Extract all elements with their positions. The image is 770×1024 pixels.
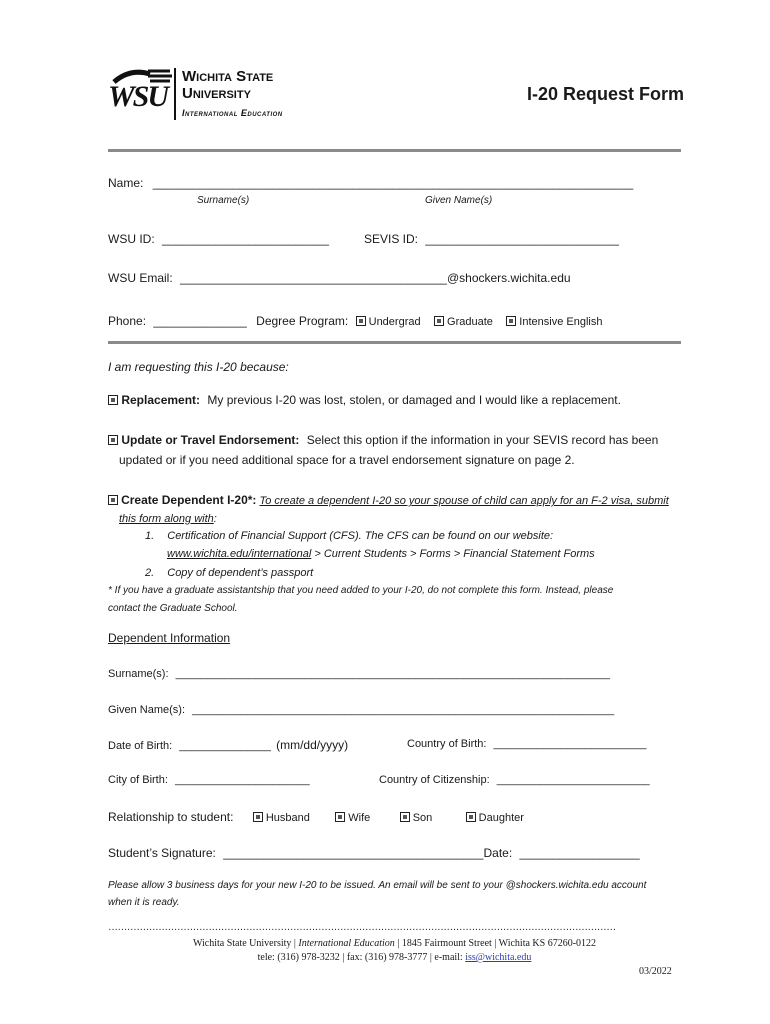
international-website-link[interactable]: www.wichita.edu/international: [167, 548, 312, 560]
country-birth-label: Country of Birth:: [407, 738, 487, 750]
iss-email-link[interactable]: iss@wichita.edu: [465, 952, 532, 963]
checkbox-icon[interactable]: [506, 316, 516, 326]
citizenship-field[interactable]: _________________________: [496, 774, 650, 786]
fields-divider: [108, 341, 681, 344]
replacement-text: My previous I-20 was lost, stolen, or damaged and I would like a replacement.: [207, 393, 621, 407]
relationship-option-son[interactable]: Son: [400, 812, 433, 824]
assistantship-note-2: contact the Graduate School.: [108, 603, 238, 614]
dob-format: (mm/dd/yyyy): [276, 738, 349, 752]
degree-option-undergrad[interactable]: Undergrad: [356, 316, 421, 328]
country-birth-row: [407, 738, 647, 750]
date-label: Date:: [483, 846, 513, 860]
reason-intro: I am requesting this I-20 because:: [108, 360, 289, 374]
cfs-link-row: www.wichita.edu/international > Current Students > Forms > Financial Statement Forms: [167, 548, 595, 560]
city-birth-label: City of Birth:: [108, 774, 168, 786]
wsu-email-field[interactable]: ________________________________________: [180, 271, 447, 285]
logo-line-1: Wichita State: [182, 68, 274, 85]
dependent-text-2: this form along with:: [119, 513, 217, 525]
wsu-id-row: [108, 232, 329, 246]
dependent-title: Create Dependent I-20*:: [121, 493, 257, 507]
checkbox-icon[interactable]: [356, 316, 366, 326]
update-title: Update or Travel Endorsement:: [121, 433, 300, 447]
name-row: [108, 176, 633, 190]
given-name-caption: Given Name(s): [425, 195, 493, 206]
wsu-id-field[interactable]: _________________________: [162, 232, 329, 246]
reason-update: [108, 433, 658, 447]
list-item: 1. Certification of Financial Support (CFS). The CFS can be found on our website:: [145, 530, 554, 542]
relationship-row: [108, 810, 524, 824]
reason-dependent: [108, 493, 669, 507]
name-field[interactable]: ________________________________________________________________________: [152, 176, 634, 190]
wsu-id-label: WSU ID:: [108, 232, 155, 246]
dob-field[interactable]: _______________: [179, 740, 272, 752]
citizenship-label: Country of Citizenship:: [379, 774, 490, 786]
name-label: Name:: [108, 176, 144, 190]
dob-row: [108, 738, 348, 752]
replacement-title: Replacement:: [121, 393, 201, 407]
dep-surname-label: Surname(s):: [108, 668, 169, 680]
dep-given-field[interactable]: _____________________________________________________________________: [192, 704, 615, 716]
list-item: 2. Copy of dependent’s passport: [145, 567, 314, 579]
dob-label: Date of Birth:: [108, 740, 173, 752]
checkbox-icon[interactable]: [335, 812, 345, 822]
processing-notice-2: when it is ready.: [108, 897, 180, 908]
revision-date: 03/2022: [639, 966, 672, 977]
logo-line-2: University: [182, 85, 251, 102]
phone-degree-row: [108, 314, 602, 328]
update-text-1: Select this option if the information in your SEVIS record has been: [306, 433, 659, 447]
relationship-label: Relationship to student:: [108, 810, 234, 824]
checkbox-icon[interactable]: [466, 812, 476, 822]
reason-replacement: [108, 393, 621, 407]
wsu-email-label: WSU Email:: [108, 271, 173, 285]
city-birth-field[interactable]: ______________________: [174, 774, 310, 786]
degree-option-intensive-english[interactable]: Intensive English: [506, 316, 602, 328]
relationship-option-daughter[interactable]: Daughter: [466, 812, 524, 824]
date-field[interactable]: __________________: [519, 846, 640, 860]
sevis-id-row: [364, 232, 619, 246]
dependent-checkbox[interactable]: [108, 495, 118, 505]
footer-dotted-divider: ………………………………………………………………………………………………………………………………………………: [108, 922, 616, 933]
phone-field[interactable]: ______________: [153, 314, 247, 328]
replacement-checkbox[interactable]: [108, 395, 118, 405]
update-text-2: updated or if you need additional space for a travel endorsement signature on page 2.: [119, 453, 575, 467]
degree-program-label: Degree Program:: [256, 314, 349, 328]
dep-surname-field[interactable]: _______________________________________________________________________: [175, 668, 610, 680]
dep-surname-row: [108, 668, 610, 680]
assistantship-note-1: * If you have a graduate assistantship that you need added to your I-20, do not complete this form. Instead, please: [108, 585, 614, 596]
citizenship-row: [379, 774, 650, 786]
page-title: I-20 Request Form: [527, 84, 685, 104]
header-divider: [108, 149, 681, 152]
processing-notice-1: Please allow 3 business days for your new I-20 to be issued. An email will be sent to your @shockers.wichita.edu account: [108, 880, 647, 891]
logo-line-3: International Education: [182, 108, 283, 118]
sevis-id-field[interactable]: _____________________________: [425, 232, 619, 246]
sevis-id-label: SEVIS ID:: [364, 232, 419, 246]
checkbox-icon[interactable]: [253, 812, 263, 822]
relationship-option-husband[interactable]: Husband: [253, 812, 310, 824]
update-checkbox[interactable]: [108, 435, 118, 445]
relationship-option-wife[interactable]: Wife: [335, 812, 370, 824]
wsu-email-row: [108, 271, 571, 285]
checkbox-icon[interactable]: [400, 812, 410, 822]
dep-given-row: [108, 704, 614, 716]
dep-given-label: Given Name(s):: [108, 704, 186, 716]
dependent-info-heading: Dependent Information: [108, 631, 231, 645]
footer-address: Wichita State University | International Education | 1845 Fairmount Street | Wichita KS 67260-0122: [192, 938, 597, 949]
footer-contact: tele: (316) 978-3232 | fax: (316) 978-3777 | e-mail: iss@wichita.edu: [257, 952, 532, 963]
checkbox-icon[interactable]: [434, 316, 444, 326]
country-birth-field[interactable]: _________________________: [493, 738, 647, 750]
phone-label: Phone:: [108, 314, 147, 328]
city-birth-row: [108, 774, 310, 786]
surname-caption: Surname(s): [197, 195, 250, 206]
signature-row: [108, 846, 640, 860]
email-domain: @shockers.wichita.edu: [446, 271, 571, 285]
dependent-text-1: To create a dependent I-20 so your spouse of child can apply for an F-2 visa, submit: [259, 495, 669, 507]
logo-mark: WSU: [108, 80, 168, 113]
wsu-logo: [108, 66, 328, 124]
signature-field[interactable]: _______________________________________: [223, 846, 484, 860]
degree-option-graduate[interactable]: Graduate: [434, 316, 493, 328]
signature-label: Student’s Signature:: [108, 846, 216, 860]
